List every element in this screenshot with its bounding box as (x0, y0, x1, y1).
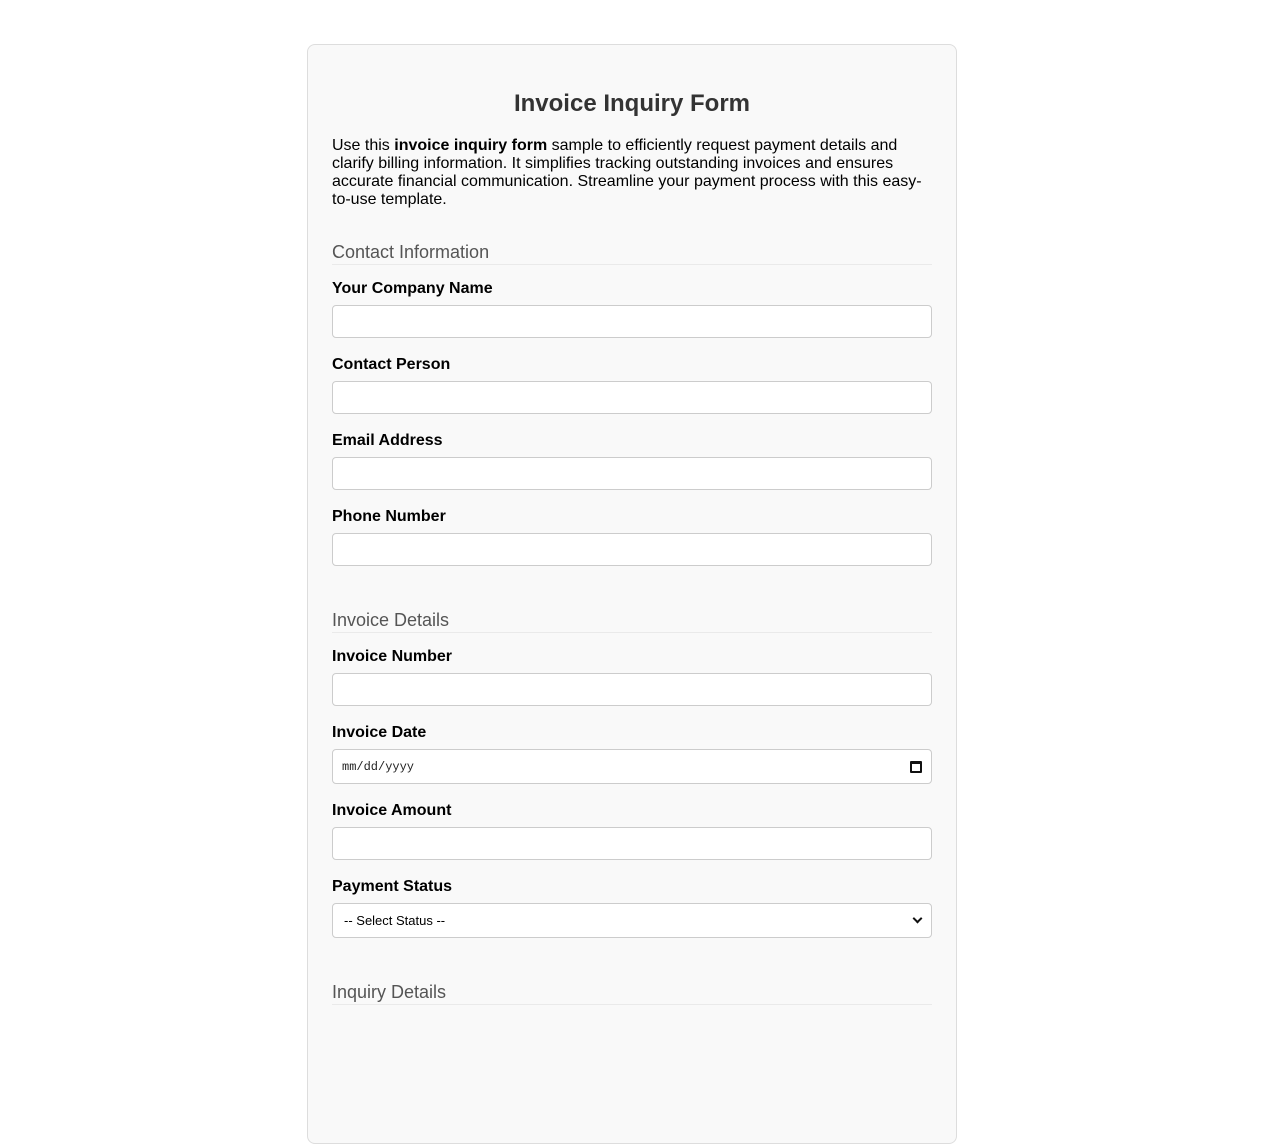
invoice-date-label: Invoice Date (332, 724, 427, 741)
phone-label: Phone Number (332, 508, 446, 525)
calendar-icon[interactable] (910, 761, 922, 773)
invoice-date-field (332, 723, 932, 784)
page-title: Invoice Inquiry Form (513, 90, 751, 117)
payment-status-field (332, 877, 932, 938)
phone-field (332, 507, 932, 566)
contact-person-input[interactable] (332, 381, 932, 414)
invoice-number-field (332, 647, 932, 706)
invoice-inquiry-form (307, 44, 957, 1144)
intro-bold: invoice inquiry form (394, 137, 548, 154)
chevron-down-icon (913, 914, 923, 924)
section-contact-information: Contact Information (332, 242, 932, 265)
company-name-input[interactable] (332, 305, 932, 338)
invoice-number-label: Invoice Number (332, 648, 453, 665)
email-label: Email Address (332, 432, 443, 449)
invoice-amount-field (332, 801, 932, 860)
payment-status-label: Payment Status (332, 878, 453, 895)
invoice-amount-label: Invoice Amount (332, 802, 452, 819)
invoice-number-input[interactable] (332, 673, 932, 706)
date-placeholder: mm/dd/yyyy (342, 759, 415, 774)
email-field (332, 431, 932, 490)
intro-text (332, 137, 932, 209)
payment-status-selected: -- Select Status -- (344, 913, 446, 928)
section-invoice-details: Invoice Details (332, 610, 932, 633)
invoice-amount-input[interactable] (332, 827, 932, 860)
intro-prefix: Use this (332, 137, 395, 154)
payment-status-select[interactable] (332, 903, 932, 938)
contact-person-label: Contact Person (332, 356, 451, 373)
invoice-date-input[interactable] (332, 749, 932, 784)
contact-person-field (332, 355, 932, 414)
company-name-label: Your Company Name (332, 280, 493, 297)
email-input[interactable] (332, 457, 932, 490)
phone-input[interactable] (332, 533, 932, 566)
section-inquiry-details: Inquiry Details (332, 982, 932, 1005)
intro-suffix: sample to efficiently request payment details and clarify billing information. It simplifies tracking outstanding invoices and ensures accurate financial communication. Streamline your payment process with this easy-to-use template. (332, 137, 922, 208)
company-name-field (332, 279, 932, 338)
